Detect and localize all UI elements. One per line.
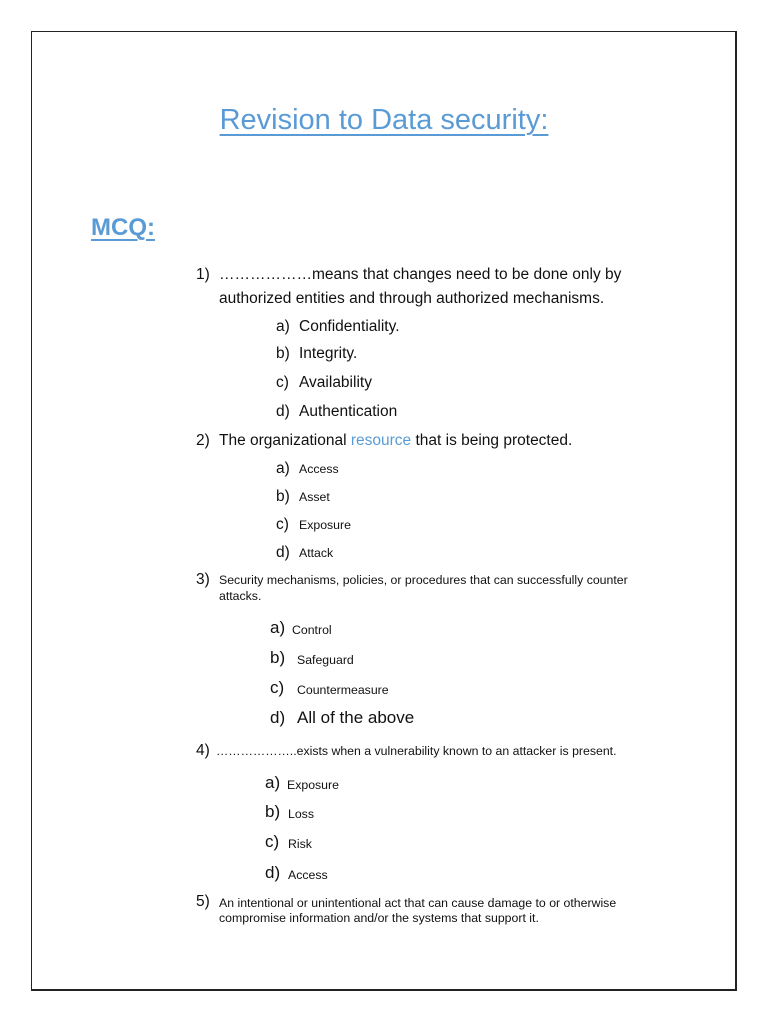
question-text: compromise information and/or the systems that support it. (219, 911, 539, 925)
question-text: ………………..exists when a vulnerability known to an attacker is present. (216, 744, 617, 758)
highlighted-word: resource (350, 432, 412, 449)
question-text (219, 432, 572, 450)
option-text: Availability (299, 374, 372, 391)
option-text: Confidentiality. (299, 318, 400, 335)
option-label: c) (276, 516, 289, 533)
question-text: An intentional or unintentional act that can cause damage to or otherwise (219, 896, 617, 910)
question-number: 2) (196, 432, 210, 449)
option-text: Integrity. (299, 345, 358, 362)
option-label: a) (265, 773, 281, 792)
option-label: c) (276, 374, 289, 391)
option-label: b) (276, 488, 290, 505)
option-label: d) (270, 708, 286, 727)
option-label: a) (276, 460, 290, 477)
option-text: Loss (288, 807, 314, 821)
question-text: Security mechanisms, policies, or procedures that can successfully counter (219, 573, 628, 587)
option-text: Countermeasure (297, 683, 389, 697)
option-text: Risk (288, 837, 312, 851)
question-text: ………………means that changes need to be done only by (219, 266, 622, 283)
option-text: All of the above (297, 708, 415, 727)
option-text: Exposure (287, 778, 339, 792)
option-label: d) (276, 403, 290, 420)
option-label: d) (265, 863, 281, 882)
option-text: Attack (299, 546, 334, 560)
option-label: a) (276, 318, 290, 335)
option-text: Access (299, 462, 339, 476)
option-label: b) (270, 648, 286, 667)
question-number: 1) (196, 266, 210, 283)
option-label: c) (270, 678, 285, 697)
option-text: Asset (299, 490, 330, 504)
option-label: b) (265, 802, 281, 821)
question-text-part: The organizational (219, 432, 351, 449)
option-text: Control (292, 623, 332, 637)
option-text: Exposure (299, 518, 351, 532)
question-number: 3) (196, 571, 210, 588)
option-label: a) (270, 618, 286, 637)
question-text-part: that is being protected. (411, 432, 573, 449)
question-number: 4) (196, 742, 210, 759)
section-heading: MCQ: (91, 214, 155, 241)
question-text: attacks. (219, 589, 262, 603)
document-title: Revision to Data security: (219, 104, 549, 136)
document-page (31, 31, 737, 991)
option-text: Authentication (299, 403, 398, 420)
option-text: Access (288, 868, 328, 882)
option-label: b) (276, 345, 290, 362)
option-text: Safeguard (297, 653, 354, 667)
option-label: d) (276, 544, 290, 561)
question-number: 5) (196, 893, 210, 910)
question-text: authorized entities and through authorized mechanisms. (219, 290, 605, 307)
option-label: c) (265, 832, 280, 851)
